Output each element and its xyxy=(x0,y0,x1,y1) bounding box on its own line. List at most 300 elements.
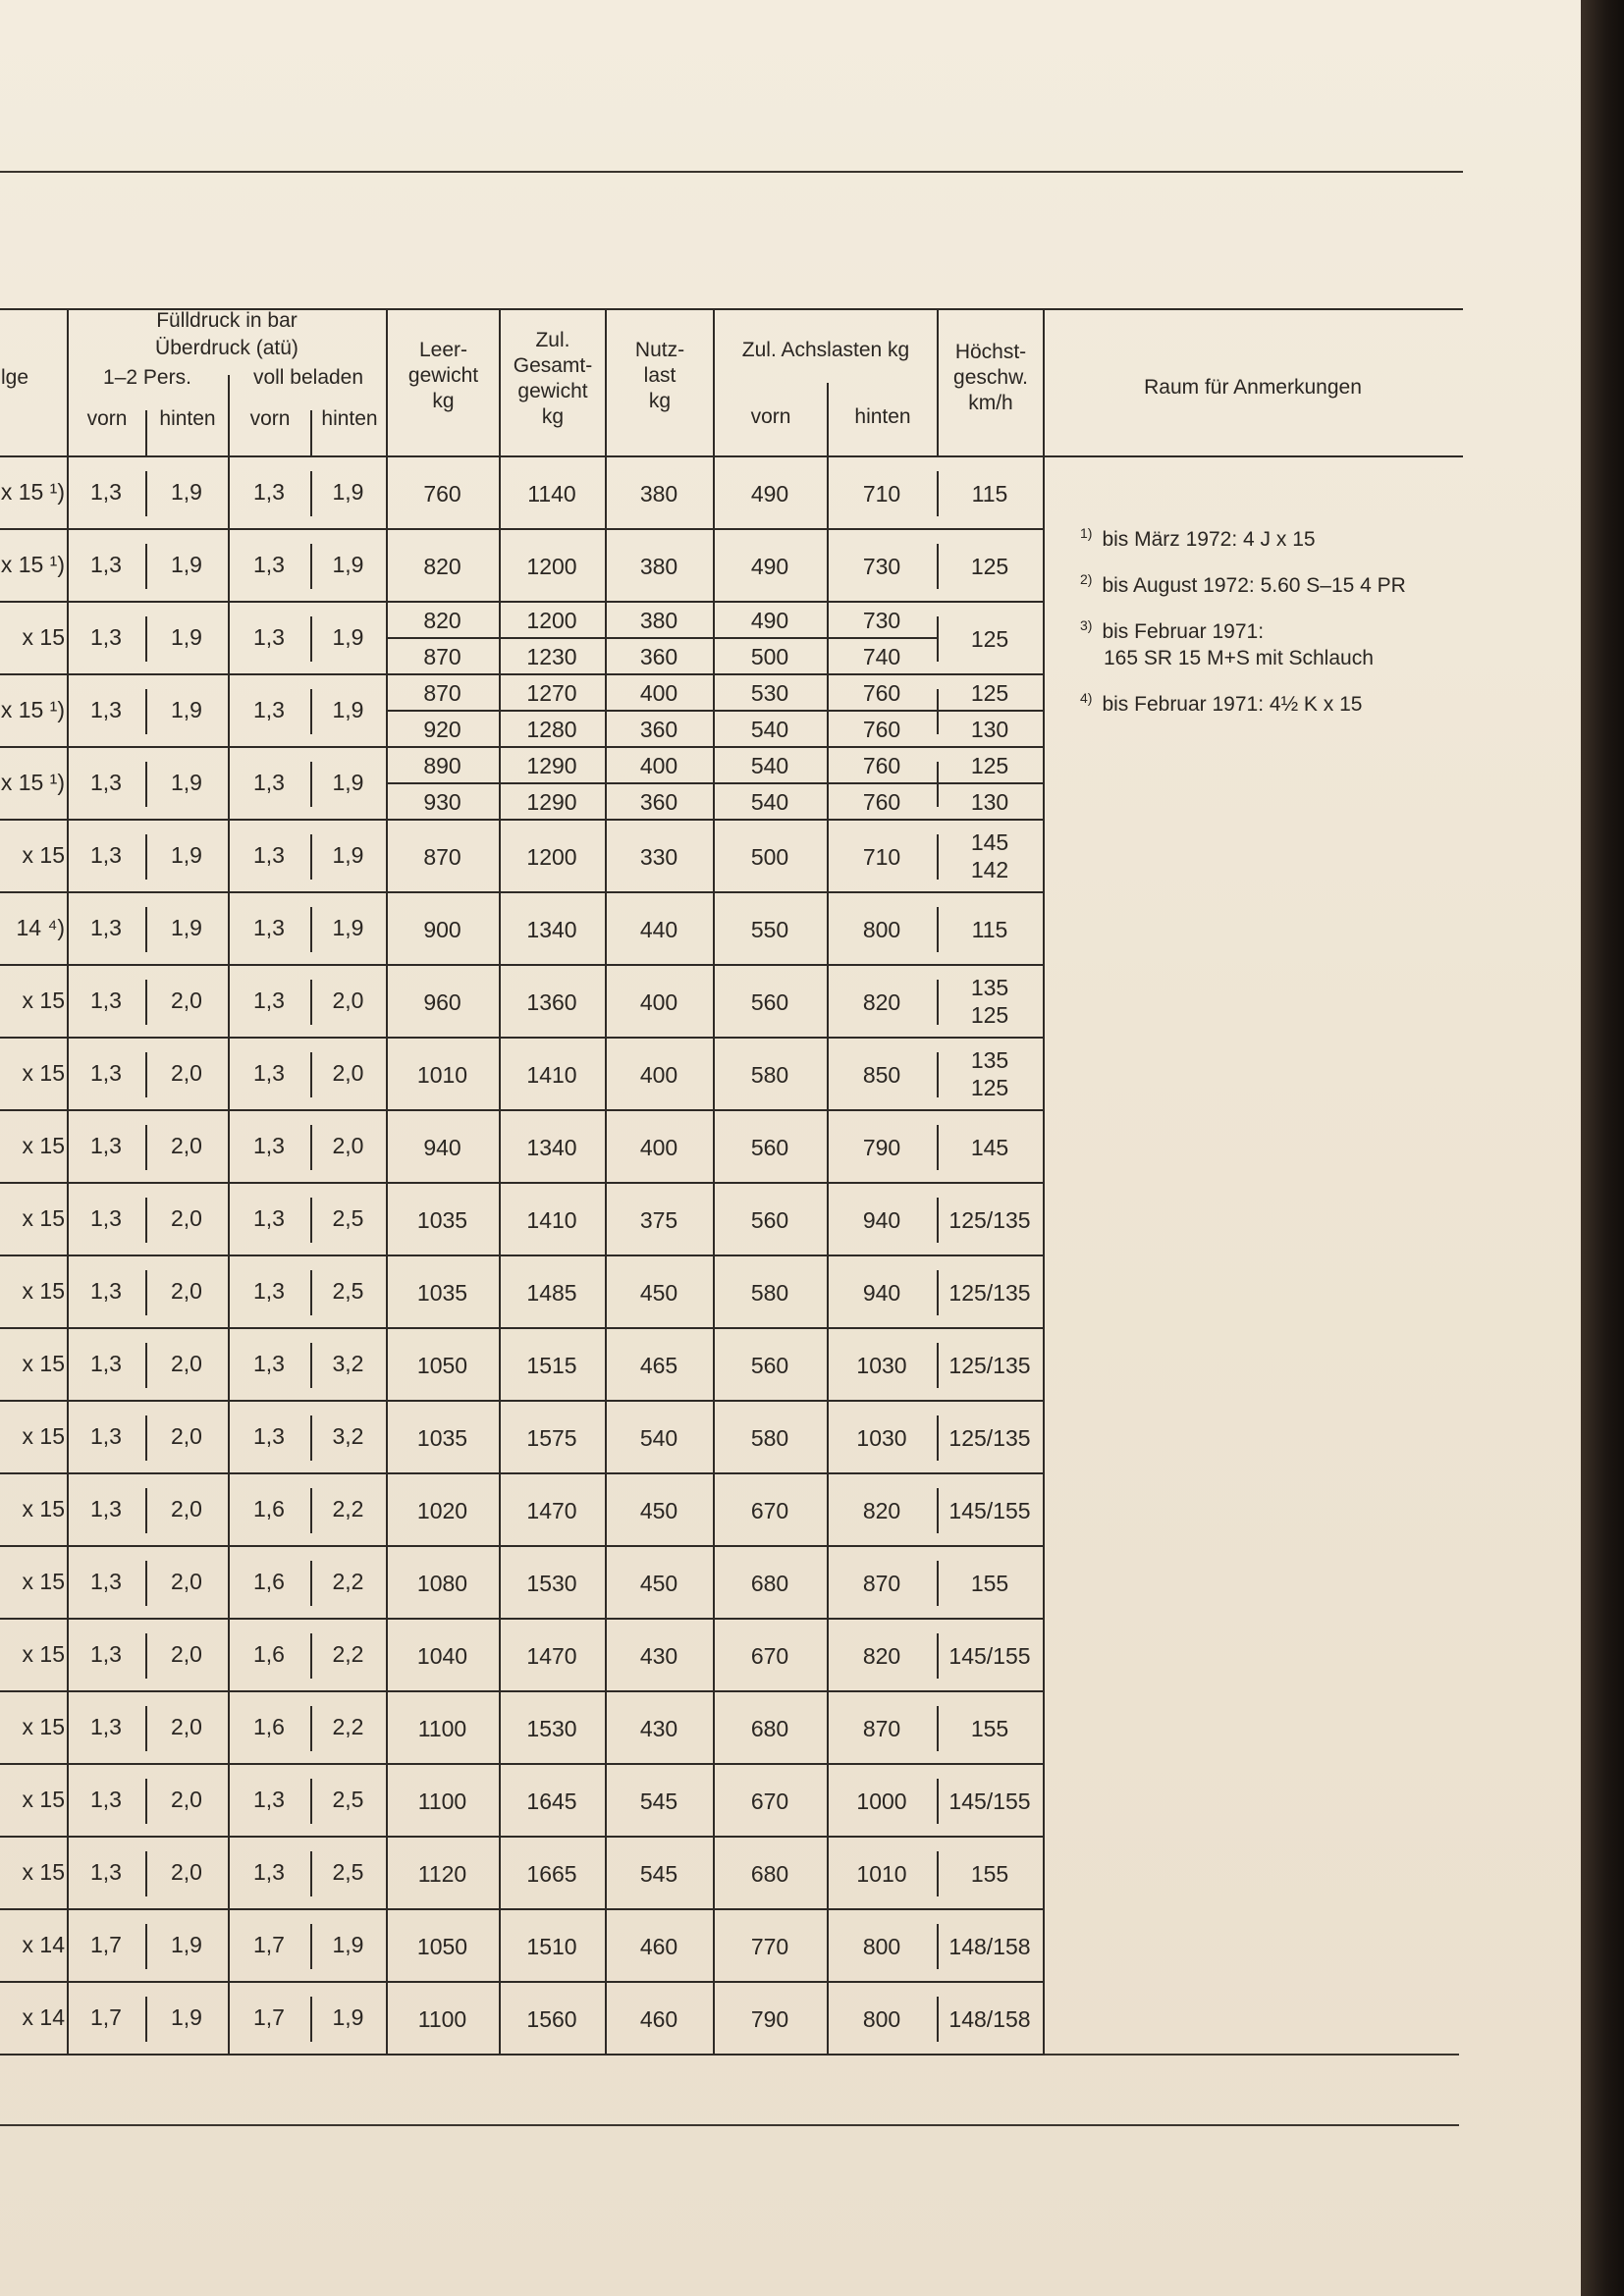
data-value: 940 xyxy=(423,1135,461,1160)
pressure-value: 2,0 xyxy=(332,1060,364,1086)
row-divider xyxy=(0,1472,1043,1474)
data-value: 930 xyxy=(423,789,461,815)
cell-divider xyxy=(1043,1474,1045,1547)
data-value: 1290 xyxy=(526,753,577,778)
pressure-value: 1,9 xyxy=(332,842,364,868)
footnotes xyxy=(1080,520,1453,731)
pressure-front-2: vorn xyxy=(249,407,291,430)
pressure-value: 2,2 xyxy=(332,1496,364,1522)
pressure-value: 1,3 xyxy=(90,552,122,577)
pressure-value: 1,3 xyxy=(90,1496,122,1522)
data-value: 545 xyxy=(639,1861,678,1887)
pressure-value: 1,3 xyxy=(90,1133,122,1158)
data-value: 540 xyxy=(639,1425,678,1451)
pressure-rear-2: hinten xyxy=(321,407,378,430)
data-value: 430 xyxy=(639,1716,678,1741)
pressure-value: 1,7 xyxy=(90,1932,122,1957)
tire-size: x 15 ¹) xyxy=(0,770,65,795)
data-value: 580 xyxy=(750,1280,789,1306)
cell-divider xyxy=(1043,1039,1045,1111)
data-value: 500 xyxy=(750,644,789,669)
pressure-value: 1,3 xyxy=(253,479,285,505)
tire-size: x 15 xyxy=(22,1060,65,1086)
data-value: 790 xyxy=(750,2006,789,2032)
pressure-value: 2,0 xyxy=(171,1205,202,1231)
data-value: 400 xyxy=(639,753,678,778)
data-value: 680 xyxy=(750,1571,789,1596)
data-value: 560 xyxy=(750,1207,789,1233)
data-value: 1100 xyxy=(417,1789,467,1814)
data-value: 1030 xyxy=(856,1425,907,1451)
pressure-value: 1,9 xyxy=(332,552,364,577)
pressure-value: 1,9 xyxy=(332,1932,364,1957)
pressure-value: 1,3 xyxy=(90,988,122,1013)
tire-size: x 15 xyxy=(22,1351,65,1376)
data-value: 375 xyxy=(639,1207,678,1233)
cell-divider xyxy=(1043,1983,1045,2056)
data-value: 1100 xyxy=(417,2006,467,2032)
pressure-value: 1,3 xyxy=(253,988,285,1013)
pressure-value: 2,2 xyxy=(332,1714,364,1739)
pressure-value: 1,3 xyxy=(90,915,122,940)
data-value: 900 xyxy=(423,917,461,942)
pressure-value: 1,3 xyxy=(90,1351,122,1376)
row-divider xyxy=(0,2054,1043,2056)
pressure-value: 2,0 xyxy=(171,1714,202,1739)
data-value: 710 xyxy=(862,844,901,870)
data-value: 1530 xyxy=(526,1716,577,1741)
row-divider xyxy=(0,1545,1043,1547)
pressure-value: 1,3 xyxy=(253,1278,285,1304)
cell-divider xyxy=(1043,1910,1045,1983)
pressure-value: 1,6 xyxy=(253,1714,285,1739)
footnote-mark: 2) xyxy=(1080,571,1093,587)
data-value: 430 xyxy=(639,1643,678,1669)
tire-size: x 15 xyxy=(22,1641,65,1667)
gross-weight-h2: Gesamt- xyxy=(513,354,593,377)
data-value: 400 xyxy=(639,989,678,1015)
data-value: 1530 xyxy=(526,1571,577,1596)
pressure-value: 1,9 xyxy=(171,2004,202,2030)
data-value: 530 xyxy=(750,680,789,706)
pressure-value: 1,3 xyxy=(253,1859,285,1885)
tire-size: x 15 xyxy=(22,1133,65,1158)
pressure-value: 1,3 xyxy=(90,1641,122,1667)
data-value: 130 xyxy=(970,717,1009,742)
pressure-value: 1,3 xyxy=(253,624,285,650)
data-value: 680 xyxy=(750,1716,789,1741)
header-bottom-line xyxy=(0,455,1463,457)
loaded-header: voll beladen xyxy=(252,366,364,389)
pressure-value: 2,0 xyxy=(332,1133,364,1158)
empty-weight-h1: Leer- xyxy=(418,339,468,361)
pressure-value: 1,7 xyxy=(90,2004,122,2030)
data-value: 760 xyxy=(862,753,901,778)
tire-size: x 15 ¹) xyxy=(0,552,65,577)
data-value: 1360 xyxy=(526,989,577,1015)
gross-weight-h3: gewicht xyxy=(517,380,588,402)
pressure-value: 1,9 xyxy=(332,479,364,505)
data-value: 1200 xyxy=(526,554,577,579)
footnote xyxy=(1080,685,1453,718)
pressure-value: 1,9 xyxy=(332,697,364,722)
pressure-value: 2,0 xyxy=(171,1641,202,1667)
data-value: 545 xyxy=(639,1789,678,1814)
row-divider xyxy=(0,673,1043,675)
size-header: lge xyxy=(0,366,29,389)
cell-divider xyxy=(1043,675,1045,748)
cell-divider xyxy=(1043,457,1045,530)
data-value: 400 xyxy=(639,1062,678,1088)
data-value: 125/135 xyxy=(948,1207,1031,1233)
data-value: 1410 xyxy=(526,1062,577,1088)
pressure-value: 1,3 xyxy=(90,1060,122,1086)
pressure-value: 1,9 xyxy=(332,915,364,940)
tire-size: x 15 xyxy=(22,988,65,1013)
data-value: 760 xyxy=(862,717,901,742)
data-value: 890 xyxy=(423,753,461,778)
pressure-value: 1,3 xyxy=(253,1205,285,1231)
pressure-value: 2,0 xyxy=(171,1060,202,1086)
empty-weight-h2: gewicht xyxy=(407,364,479,387)
data-value: 540 xyxy=(750,789,789,815)
data-value: 1035 xyxy=(416,1280,468,1306)
data-value: 730 xyxy=(862,608,901,633)
pressure-value: 2,2 xyxy=(332,1641,364,1667)
data-value: 760 xyxy=(862,789,901,815)
cell-divider xyxy=(1043,1547,1045,1620)
row-divider xyxy=(0,891,1043,893)
row-divider xyxy=(0,1182,1043,1184)
data-value: 760 xyxy=(423,481,461,507)
data-value: 125 xyxy=(970,554,1009,579)
payload-h2: last xyxy=(643,364,677,387)
data-value: 490 xyxy=(750,481,789,507)
pressure-value: 1,6 xyxy=(253,1641,285,1667)
pressure-value: 2,0 xyxy=(171,1496,202,1522)
data-value: 490 xyxy=(750,608,789,633)
footnote xyxy=(1080,613,1453,671)
data-value: 360 xyxy=(639,789,678,815)
tire-size: x 15 xyxy=(22,1423,65,1449)
data-value: 1575 xyxy=(526,1425,577,1451)
row-divider xyxy=(0,1037,1043,1039)
data-value: 680 xyxy=(750,1861,789,1887)
data-value: 1040 xyxy=(416,1643,468,1669)
pressure-value: 1,9 xyxy=(171,479,202,505)
pressure-value: 2,0 xyxy=(171,1278,202,1304)
data-value: 800 xyxy=(862,1934,901,1959)
data-value: 465 xyxy=(639,1353,678,1378)
data-value: 1100 xyxy=(417,1716,467,1741)
data-value: 1470 xyxy=(526,1498,577,1523)
data-value: 800 xyxy=(862,2006,901,2032)
tire-size: x 14 xyxy=(22,2004,65,2030)
data-value: 560 xyxy=(750,1135,789,1160)
data-value: 125 xyxy=(970,626,1009,652)
data-value: 145 xyxy=(970,1135,1009,1160)
data-value: 940 xyxy=(862,1280,901,1306)
row-divider xyxy=(0,528,1043,530)
cell-divider xyxy=(1043,1692,1045,1765)
data-value: 1010 xyxy=(416,1062,468,1088)
pressure-value: 3,2 xyxy=(332,1351,364,1376)
pressure-value: 2,5 xyxy=(332,1205,364,1231)
data-value: 125/135 xyxy=(948,1280,1031,1306)
pressure-value: 1,3 xyxy=(253,915,285,940)
row-divider xyxy=(0,1836,1043,1838)
cell-divider xyxy=(1043,603,1045,675)
tire-size: x 15 xyxy=(22,1714,65,1739)
pressure-value: 1,9 xyxy=(332,624,364,650)
data-value: 155 xyxy=(970,1861,1009,1887)
pers-header: 1–2 Pers. xyxy=(103,366,191,389)
bottom-rule-2 xyxy=(0,2124,1459,2126)
pressure-value: 1,9 xyxy=(332,770,364,795)
data-value: 1140 xyxy=(527,481,576,507)
data-value: 1050 xyxy=(416,1934,468,1959)
data-value: 148/158 xyxy=(948,1934,1031,1959)
pressure-header: Fülldruck in bar xyxy=(156,309,298,332)
cell-divider xyxy=(1043,893,1045,966)
data-value: 1340 xyxy=(526,917,577,942)
cell-divider xyxy=(1043,1329,1045,1402)
pressure-value: 2,0 xyxy=(171,1423,202,1449)
cell-divider xyxy=(1043,821,1045,893)
data-value: 400 xyxy=(639,1135,678,1160)
data-value: 1645 xyxy=(526,1789,577,1814)
tire-size: 14 ⁴) xyxy=(16,915,65,940)
pressure-value: 1,9 xyxy=(171,552,202,577)
axle-front-header: vorn xyxy=(750,405,791,428)
data-value: 710 xyxy=(862,481,901,507)
pressure-value: 1,9 xyxy=(171,1932,202,1957)
row-divider xyxy=(0,964,1043,966)
data-value: 500 xyxy=(750,844,789,870)
data-value: 135 125 xyxy=(970,975,1009,1028)
pressure-value: 1,3 xyxy=(253,697,285,722)
pressure-value: 1,3 xyxy=(253,1423,285,1449)
data-value: 850 xyxy=(862,1062,901,1088)
remarks-header: Raum für Anmerkungen xyxy=(1144,376,1362,399)
data-value: 870 xyxy=(423,844,461,870)
table-header xyxy=(0,308,1463,455)
pressure-rear-1: hinten xyxy=(159,407,216,430)
data-value: 130 xyxy=(970,789,1009,815)
footnote-text: bis Februar 1971: xyxy=(1102,620,1265,643)
pressure-value: 1,9 xyxy=(171,770,202,795)
pressure-value: 2,0 xyxy=(171,1569,202,1594)
data-value: 550 xyxy=(750,917,789,942)
gross-weight-h4: kg xyxy=(541,405,565,428)
row-divider xyxy=(0,1618,1043,1620)
pressure-value: 1,3 xyxy=(253,1133,285,1158)
pressure-value: 2,0 xyxy=(171,1133,202,1158)
data-value: 115 xyxy=(971,481,1008,507)
payload-h3: kg xyxy=(648,390,672,412)
tire-size: x 14 xyxy=(22,1932,65,1957)
data-value: 820 xyxy=(423,608,461,633)
pressure-value: 1,9 xyxy=(171,697,202,722)
cell-divider xyxy=(1043,748,1045,821)
data-value: 960 xyxy=(423,989,461,1015)
top-rule xyxy=(0,171,1463,173)
data-value: 730 xyxy=(862,554,901,579)
pressure-value: 1,3 xyxy=(253,842,285,868)
gross-weight-h1: Zul. xyxy=(535,329,570,351)
data-value: 870 xyxy=(862,1716,901,1741)
data-value: 1030 xyxy=(856,1353,907,1378)
pressure-value: 1,3 xyxy=(90,1787,122,1812)
cell-divider xyxy=(1043,530,1045,603)
pressure-value: 1,3 xyxy=(90,1423,122,1449)
data-value: 460 xyxy=(639,2006,678,2032)
footnote-text: bis Februar 1971: 4½ K x 15 xyxy=(1102,693,1363,716)
data-value: 940 xyxy=(862,1207,901,1233)
cell-divider xyxy=(1043,1620,1045,1692)
pressure-value: 1,3 xyxy=(253,552,285,577)
data-value: 1080 xyxy=(416,1571,468,1596)
data-value: 1290 xyxy=(526,789,577,815)
pressure-value: 1,3 xyxy=(90,1205,122,1231)
data-value: 540 xyxy=(750,753,789,778)
pressure-value: 2,0 xyxy=(332,988,364,1013)
pressure-value: 1,3 xyxy=(90,697,122,722)
data-value: 1340 xyxy=(526,1135,577,1160)
data-value: 148/158 xyxy=(948,2006,1031,2032)
data-value: 1200 xyxy=(526,844,577,870)
data-value: 490 xyxy=(750,554,789,579)
data-value: 380 xyxy=(639,554,678,579)
binding-edge xyxy=(1581,0,1624,2296)
data-value: 1280 xyxy=(526,717,577,742)
top-speed-h2: geschw. xyxy=(953,366,1028,389)
footnote-mark: 1) xyxy=(1080,525,1093,541)
pressure-value: 1,3 xyxy=(253,770,285,795)
data-value: 670 xyxy=(750,1789,789,1814)
pressure-value: 2,5 xyxy=(332,1859,364,1885)
pressure-value: 2,0 xyxy=(171,1351,202,1376)
pressure-value: 1,3 xyxy=(90,479,122,505)
data-value: 1200 xyxy=(526,608,577,633)
data-value: 770 xyxy=(750,1934,789,1959)
data-value: 820 xyxy=(423,554,461,579)
top-speed-h3: km/h xyxy=(968,392,1013,414)
pressure-value: 1,3 xyxy=(90,842,122,868)
data-value: 155 xyxy=(970,1716,1009,1741)
cell-divider xyxy=(1043,1184,1045,1256)
data-value: 115 xyxy=(971,917,1008,942)
data-value: 440 xyxy=(639,917,678,942)
data-value: 560 xyxy=(750,989,789,1015)
pressure-value: 2,5 xyxy=(332,1278,364,1304)
pressure-value: 1,3 xyxy=(90,1714,122,1739)
footnote xyxy=(1080,566,1453,599)
data-value: 1470 xyxy=(526,1643,577,1669)
pressure-value: 1,7 xyxy=(253,1932,285,1957)
data-value: 460 xyxy=(639,1934,678,1959)
data-value: 380 xyxy=(639,608,678,633)
data-value: 450 xyxy=(639,1571,678,1596)
data-value: 580 xyxy=(750,1062,789,1088)
data-value: 1410 xyxy=(526,1207,577,1233)
data-value: 1000 xyxy=(856,1789,907,1814)
data-value: 145/155 xyxy=(948,1643,1031,1669)
data-value: 790 xyxy=(862,1135,901,1160)
row-divider xyxy=(0,1690,1043,1692)
pressure-value: 1,3 xyxy=(90,624,122,650)
data-value: 1010 xyxy=(856,1861,907,1887)
pressure-value: 1,3 xyxy=(253,1060,285,1086)
tire-size: x 15 ¹) xyxy=(0,479,65,505)
footnote-mark: 4) xyxy=(1080,690,1093,706)
data-value: 820 xyxy=(862,1498,901,1523)
data-value: 400 xyxy=(639,680,678,706)
data-value: 870 xyxy=(423,680,461,706)
payload-h1: Nutz- xyxy=(634,339,685,361)
empty-weight-h3: kg xyxy=(432,390,455,412)
row-divider xyxy=(0,1400,1043,1402)
data-value: 560 xyxy=(750,1353,789,1378)
cell-divider xyxy=(1043,1256,1045,1329)
data-value: 1510 xyxy=(526,1934,577,1959)
data-value: 540 xyxy=(750,717,789,742)
data-value: 1515 xyxy=(526,1353,577,1378)
data-value: 360 xyxy=(639,644,678,669)
pressure-subheader: Überdruck (atü) xyxy=(155,337,298,359)
data-value: 145/155 xyxy=(948,1789,1031,1814)
pressure-value: 1,3 xyxy=(90,1278,122,1304)
row-divider xyxy=(0,746,1043,748)
data-value: 1485 xyxy=(526,1280,577,1306)
footnote-text: bis März 1972: 4 J x 15 xyxy=(1102,528,1316,551)
row-divider xyxy=(0,1908,1043,1910)
data-value: 380 xyxy=(639,481,678,507)
tire-size: x 15 xyxy=(22,1278,65,1304)
cell-divider xyxy=(1043,1402,1045,1474)
pressure-value: 1,3 xyxy=(90,1569,122,1594)
row-divider xyxy=(0,1109,1043,1111)
pressure-value: 2,0 xyxy=(171,1859,202,1885)
data-value: 1120 xyxy=(417,1861,467,1887)
data-value: 1230 xyxy=(526,644,577,669)
data-value: 450 xyxy=(639,1280,678,1306)
data-value: 145 142 xyxy=(970,829,1009,882)
tire-size: x 15 xyxy=(22,1787,65,1812)
tire-size: x 15 xyxy=(22,1496,65,1522)
pressure-value: 1,9 xyxy=(171,915,202,940)
data-value: 820 xyxy=(862,1643,901,1669)
tire-size: x 15 ¹) xyxy=(0,697,65,722)
data-value: 155 xyxy=(970,1571,1009,1596)
row-divider xyxy=(0,1981,1043,1983)
pressure-value: 1,9 xyxy=(171,624,202,650)
row-divider xyxy=(0,1327,1043,1329)
data-value: 870 xyxy=(423,644,461,669)
pressure-value: 3,2 xyxy=(332,1423,364,1449)
data-value: 1020 xyxy=(416,1498,468,1523)
data-value: 125/135 xyxy=(948,1425,1031,1451)
row-divider xyxy=(0,601,1043,603)
tire-size: x 15 xyxy=(22,624,65,650)
cell-divider xyxy=(1043,1765,1045,1838)
data-value: 760 xyxy=(862,680,901,706)
cell-divider xyxy=(1043,1838,1045,1910)
cell-divider xyxy=(1043,966,1045,1039)
row-divider xyxy=(0,1763,1043,1765)
axle-rear-header: hinten xyxy=(854,405,911,428)
footnote-text-2: 165 SR 15 M+S mit Schlauch xyxy=(1104,647,1374,669)
